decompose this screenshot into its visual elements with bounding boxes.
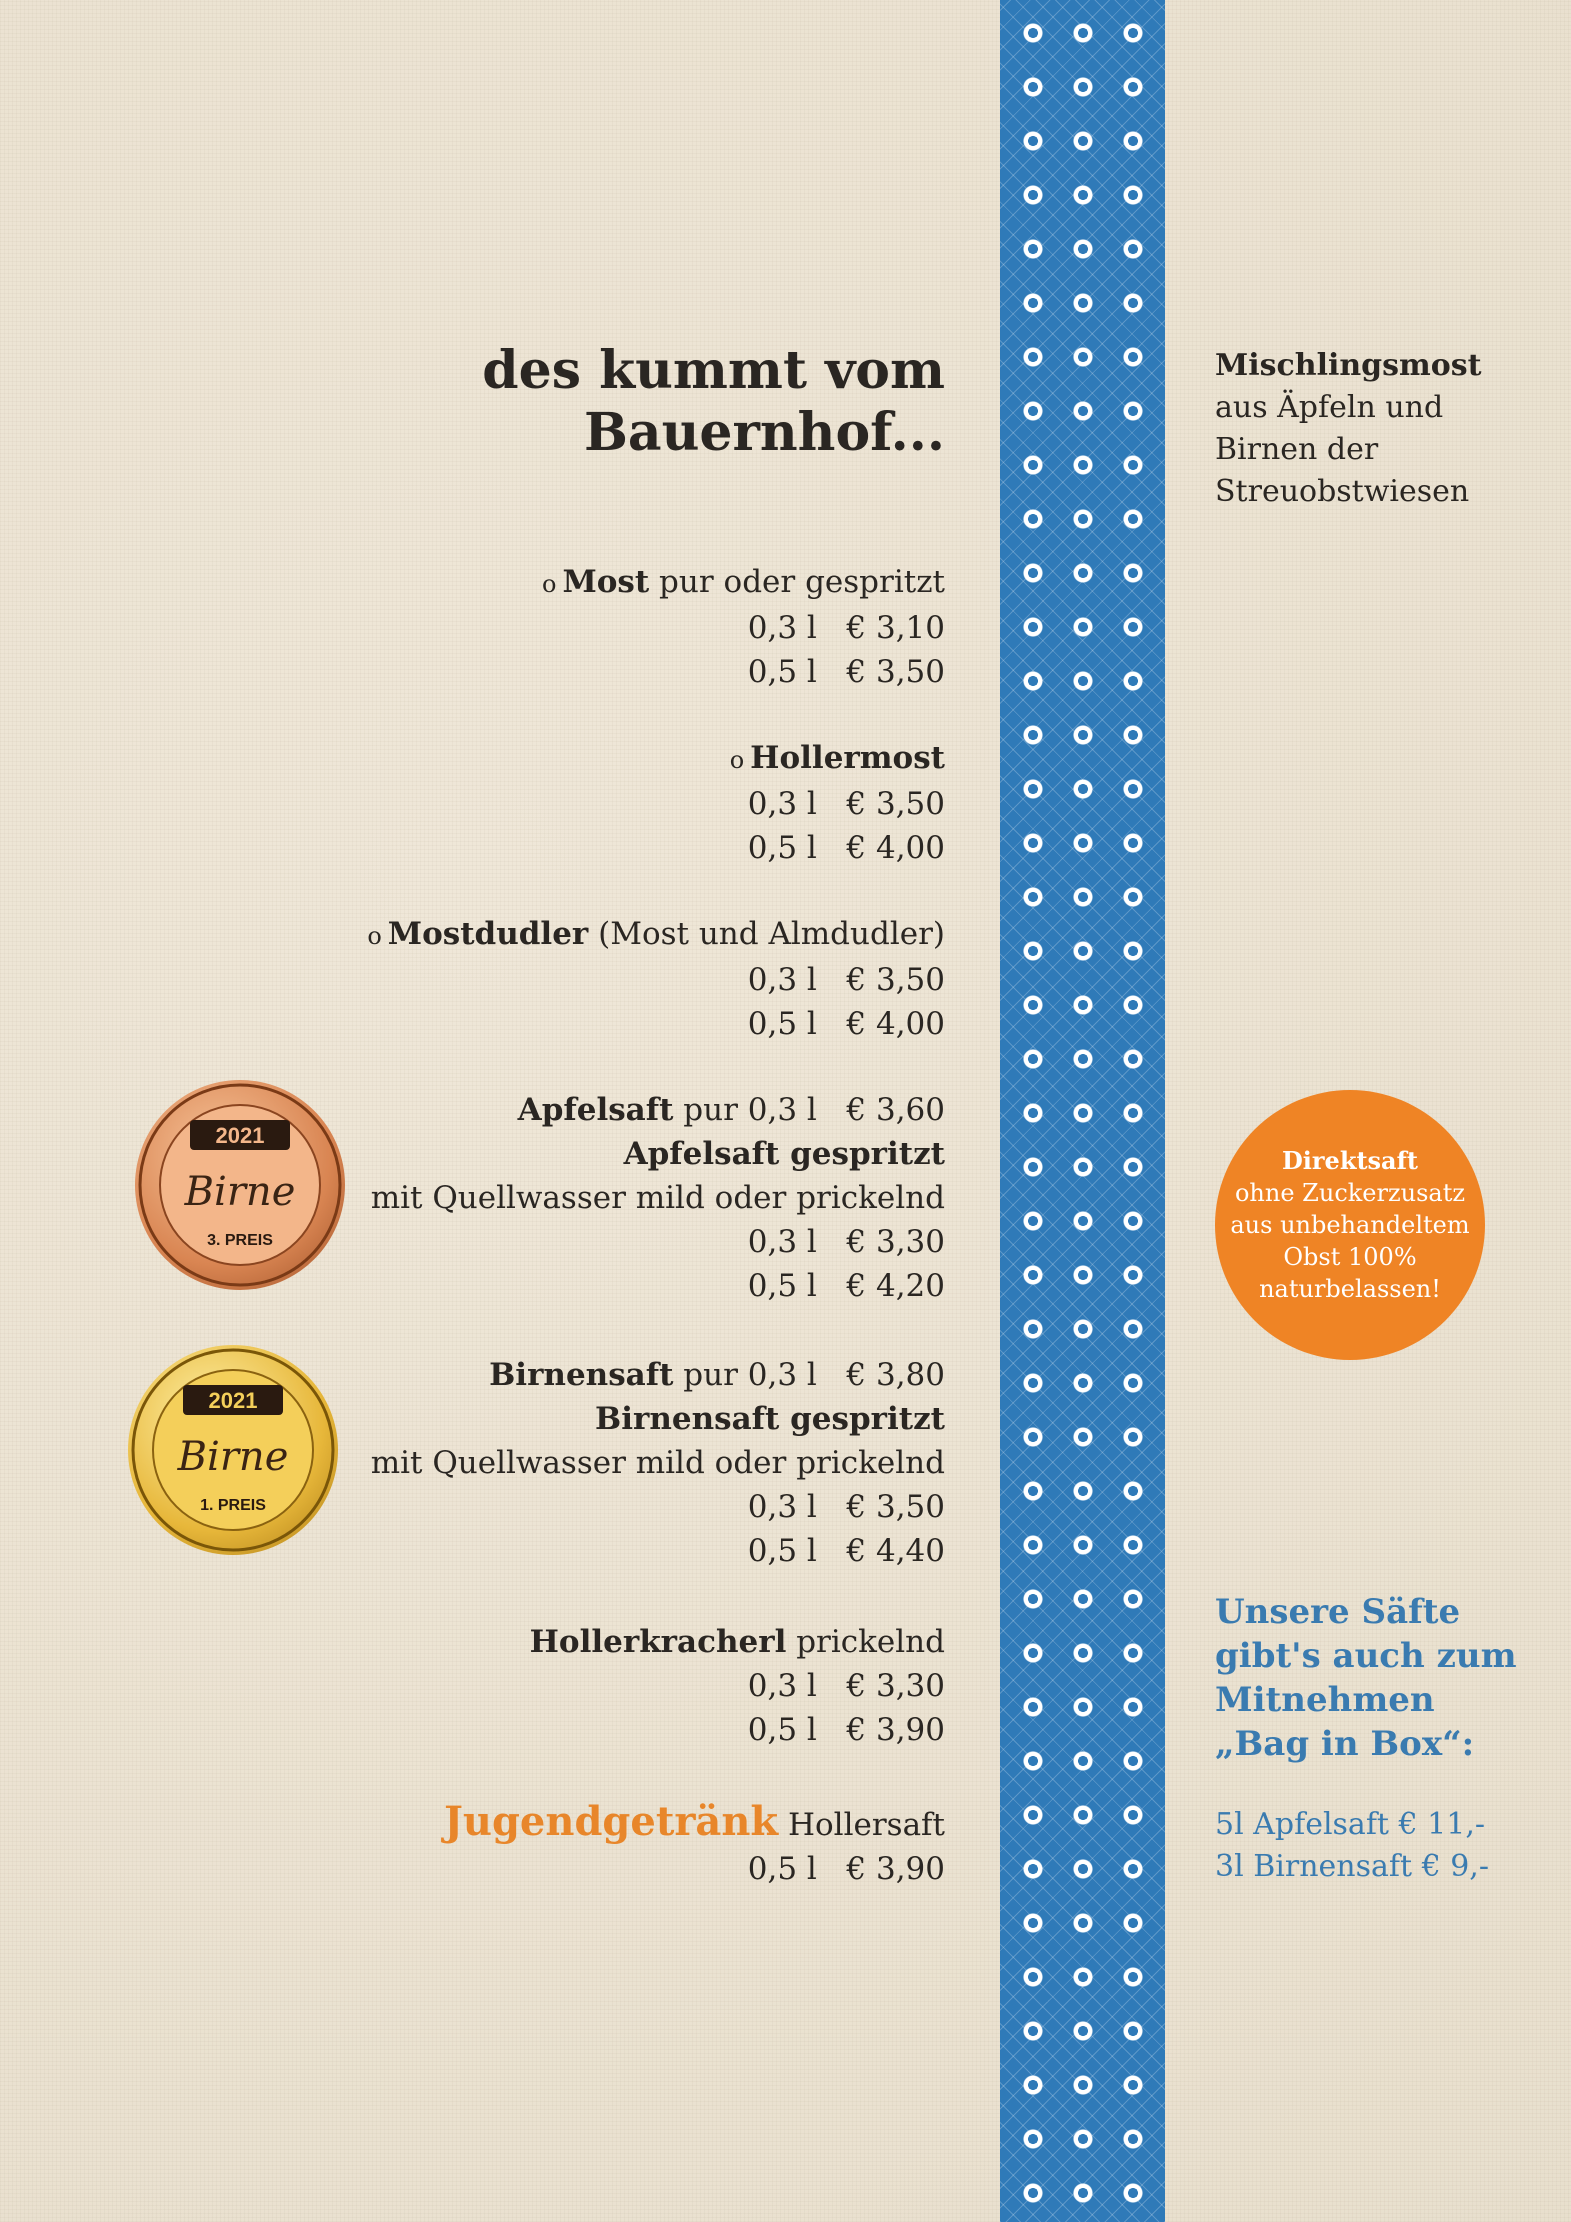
price-row: 0,5 l € 4,40 bbox=[747, 1533, 945, 1569]
mischlingsmost-note: Mischlingsmost aus Äpfeln und Birnen der Streuobstwiesen bbox=[1215, 348, 1482, 509]
menu-item-mostdudler: o Mostdudler (Most und Almdudler) 0,3 l € 3,50 0,5 l € 4,00 bbox=[367, 912, 945, 1046]
medal-prize: 1. PREIS bbox=[200, 1497, 266, 1514]
award-medal-bronze bbox=[135, 1080, 345, 1290]
direktsaft-badge: Direktsaft ohne Zuckerzusatz aus unbehandeltem Obst 100% naturbelassen! bbox=[1215, 1090, 1485, 1360]
decorative-ribbon bbox=[1000, 0, 1165, 2222]
price-row: 0,3 l € 3,10 bbox=[747, 610, 945, 646]
price-row: 0,5 l € 3,90 bbox=[747, 1712, 945, 1748]
price-row: 0,3 l € 3,50 bbox=[747, 1489, 945, 1525]
medal-prize: 3. PREIS bbox=[207, 1232, 273, 1249]
bag-in-box-note: Unsere Säfte gibt's auch zum Mitnehmen „Bag in Box“: 5l Apfelsaft € 11,- 3l Birnensaft € 9,- bbox=[1215, 1592, 1517, 1884]
menu-item-apfelsaft: Apfelsaft pur 0,3 l € 3,60 Apfelsaft gespritzt mit Quellwasser mild oder prickelnd 0,3 l € 3,30 0,5 l € 4,20 bbox=[371, 1088, 945, 1308]
medal-year: 2021 bbox=[215, 1123, 265, 1148]
medal-brand: Birne bbox=[177, 1434, 289, 1480]
price-row: 0,5 l € 4,20 bbox=[747, 1268, 945, 1304]
menu-item-hollerkracherl: Hollerkracherl prickelnd 0,3 l € 3,30 0,5 l € 3,90 bbox=[530, 1620, 945, 1752]
menu-item-jugendgetraenk: Jugendgetränk Hollersaft 0,5 l € 3,90 bbox=[444, 1800, 945, 1891]
price-row: 0,5 l € 3,90 bbox=[747, 1851, 945, 1887]
price-row: 0,5 l € 4,00 bbox=[747, 1006, 945, 1042]
price-row: 0,5 l € 3,50 bbox=[747, 654, 945, 690]
menu-item-hollermost: o Hollermost 0,3 l € 3,50 0,5 l € 4,00 bbox=[730, 736, 945, 870]
award-medal-gold bbox=[128, 1345, 338, 1555]
price-row: 0,3 l € 3,30 bbox=[747, 1668, 945, 1704]
medal-year: 2021 bbox=[208, 1388, 258, 1413]
price-row: 0,3 l € 3,50 bbox=[747, 786, 945, 822]
price-row: 0,3 l € 3,30 bbox=[747, 1224, 945, 1260]
medal-brand: Birne bbox=[184, 1169, 296, 1215]
menu-item-birnensaft: Birnensaft pur 0,3 l € 3,80 Birnensaft gespritzt mit Quellwasser mild oder prickelnd 0,3 l € 3,50 0,5 l € 4,40 bbox=[371, 1353, 945, 1573]
price-row: 0,5 l € 4,00 bbox=[747, 830, 945, 866]
menu-item-most: o Most pur oder gespritzt 0,3 l € 3,10 0,5 l € 3,50 bbox=[542, 560, 945, 694]
price-row: 0,3 l € 3,50 bbox=[747, 962, 945, 998]
ribbon-pattern bbox=[1008, 6, 1158, 2222]
page-title: des kummt vom Bauernhof... bbox=[482, 340, 945, 463]
